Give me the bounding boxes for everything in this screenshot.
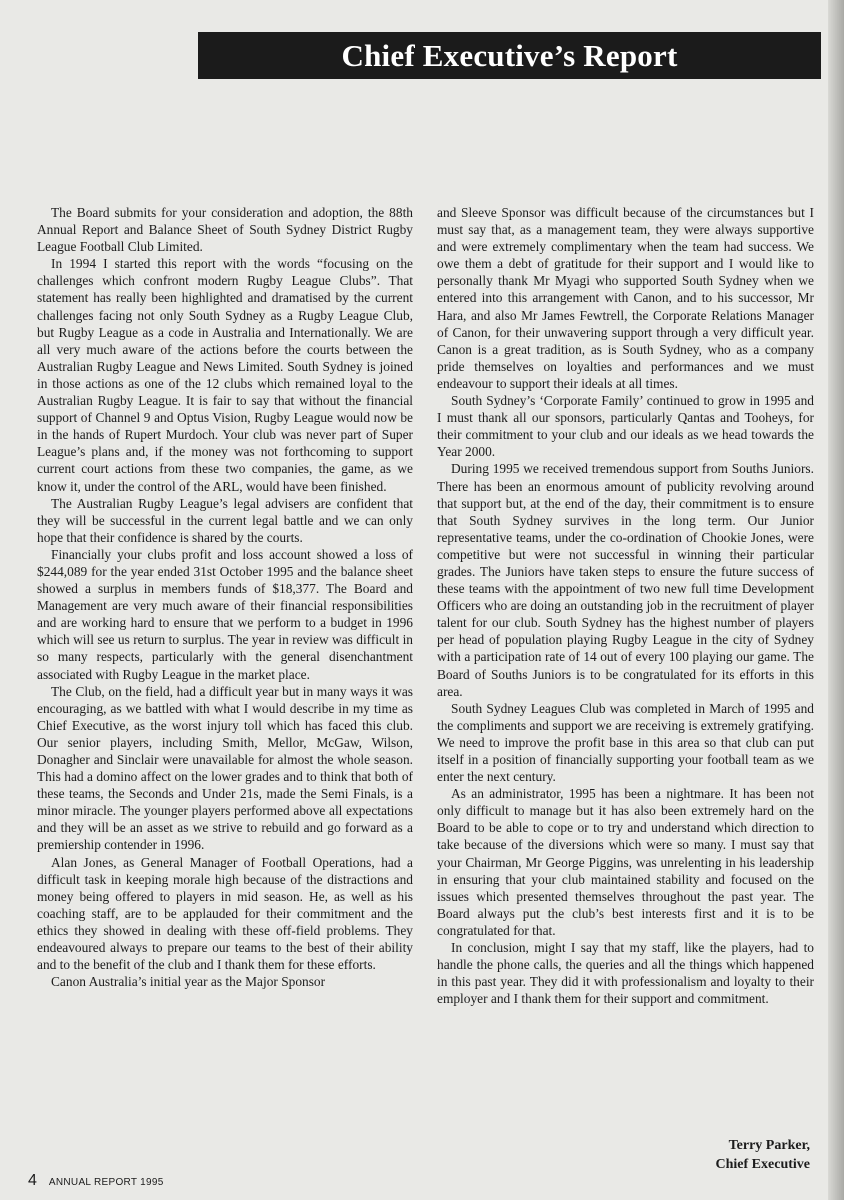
paragraph: Financially your clubs profit and loss account showed a loss of $244,089 for the year ended 31st October 1995 and the balance sheet showed a surplus in members funds of $18,377. The Board and Management are very much aware of their financial responsibilities and are working hard to ensure that we perform to a budget in 1996 which will see us return to surplus. The year in review was difficult in so many respects, particularly with the general disenchantment associated with Rugby League in the market place. xyxy=(37,546,413,682)
paragraph: The Board submits for your consideration and adoption, the 88th Annual Report and Balance Sheet of South Sydney District Rugby League Football Club Limited. xyxy=(37,205,413,255)
left-column xyxy=(37,204,413,990)
paragraph: Canon Australia’s initial year as the Major Sponsor xyxy=(51,974,326,990)
signatory-position: Chief Executive xyxy=(715,1156,810,1172)
paragraph: During 1995 we received tremendous support from Souths Juniors. There has been an enormous amount of publicity revolving around that support but, at the end of the day, their commitment is to ensure that South Sydney survives in the long term. Our Junior representative teams, under the co-ordination of Chookie Jones, were competitive but were not successful in winning their particular grades. The Juniors have taken steps to ensure the future success of these teams with the appointment of two new full time Development Officers who are doing an outstanding job in the recruitment of player talent for our club. South Sydney has the highest number of players per head of population playing Rugby League in the city of Sydney with a participation rate of 14 out of every 100 playing our game. The Board of Souths Juniors is to be congratulated for its efforts in this area. xyxy=(437,461,814,699)
paragraph-continuation: and Sleeve Sponsor was difficult because of the circumstances but I must say that, as a management team, they were always supportive and were extremely complimentary when the team had success. We owe them a debt of gratitude for their support and I would like to personally thank Mr Myagi who supported South Sydney when we entered into this arrangement with Canon, and to his successor, Mr Hara, and also Mr James Fewtrell, the Corporate Relations Manager of Canon, for their unwavering support through a very difficult year. Canon is a great tradition, as is South Sydney, who as a company pride themselves on loyalties and performances and we must endeavour to support their ideals at all times. xyxy=(437,205,814,391)
paragraph: Alan Jones, as General Manager of Football Operations, had a difficult task in keeping morale high because of the distractions and money being offered to players in mid season. He, as well as his coaching staff, are to be applauded for their commitment and the ethics they showed in dealing with these off-field problems. They endeavoured always to prepare our teams to the best of their ability and to the benefit of the club and I thank them for these efforts. xyxy=(37,854,413,973)
paragraph: As an administrator, 1995 has been a nightmare. It has been not only difficult to manage but it has also been extremely hard on the Board to be able to cope or to try and understand which direction to take because of the diversions which were so many. I must say that your Chairman, Mr George Piggins, was unrelenting in his leadership in ensuring that your club maintained stability and focused on the issues which presented themselves throughout the past year. The Board always put the club’s best interests first and it is to be congratulated for that. xyxy=(437,786,814,938)
paragraph: South Sydney’s ‘Corporate Family’ continued to grow in 1995 and I must thank all our sponsors, particularly Qantas and Tooheys, for their commitment to your club and our ideals as we head towards the Year 2000. xyxy=(437,393,814,460)
signatory-name: Terry Parker, xyxy=(728,1138,810,1153)
signature-block xyxy=(716,1137,810,1174)
paragraph: South Sydney Leagues Club was completed in March of 1995 and the compliments and support we are receiving is extremely gratifying. We need to improve the profit base in this area so that club can put itself in a position of financially supporting your football team as we enter the next century. xyxy=(437,700,814,785)
paragraph: The Club, on the field, had a difficult year but in many ways it was encouraging, as we battled with what I would describe in my time as Chief Executive, as the worst injury toll which has faced this club. Our senior players, including Smith, Mellor, McGaw, Wilson, Donagher and Sinclair were unavailable for almost the whole season. This had a domino affect on the lower grades and to think that both of these teams, the Seconds and Under 21s, made the Semi Finals, is a minor miracle. The younger players performed above all expectations and they will be an asset as we strive to rebuild and go forward as a premiership contender in 1996. xyxy=(37,683,413,853)
page-title: Chief Executive’s Report xyxy=(341,37,678,73)
page-number: 4 xyxy=(28,1172,37,1189)
paragraph: The Australian Rugby League’s legal advisers are confident that they will be successful in the current legal battle and we can only hope that their confidence is shared by the courts. xyxy=(37,495,413,545)
page-footer xyxy=(28,1172,164,1190)
footer-label: ANNUAL REPORT 1995 xyxy=(48,1177,164,1188)
paragraph: In 1994 I started this report with the words “focusing on the challenges which confront modern Rugby League Clubs”. That statement has really been highlighted and dramatised by the current challenges facing not only South Sydney as a Rugby League Club, but Rugby League as a code in Australia and Internationally. We are all very much aware of the actions before the courts between the Australian Rugby League and News Limited. South Sydney is joined in those actions as one of the 12 clubs which remained loyal to the Australian Rugby League. It is fair to say that without the financial support of Channel 9 and Optus Vision, Rugby League would now be in the hands of Rupert Murdoch. Your club was never part of Super League’s plans and, if the money was not forthcoming to support current court actions from these two companies, the game, as we know it, under the control of the ARL, would have been finished. xyxy=(37,256,413,494)
title-banner xyxy=(198,32,821,79)
page-edge-shadow xyxy=(828,0,844,1200)
right-column xyxy=(437,204,814,1007)
paragraph: In conclusion, might I say that my staff, like the players, had to handle the phone calls, the queries and all the things which happened in this past year. They did it with professionalism and loyalty to their employer and I thank them for their support and commitment. xyxy=(437,940,814,1007)
